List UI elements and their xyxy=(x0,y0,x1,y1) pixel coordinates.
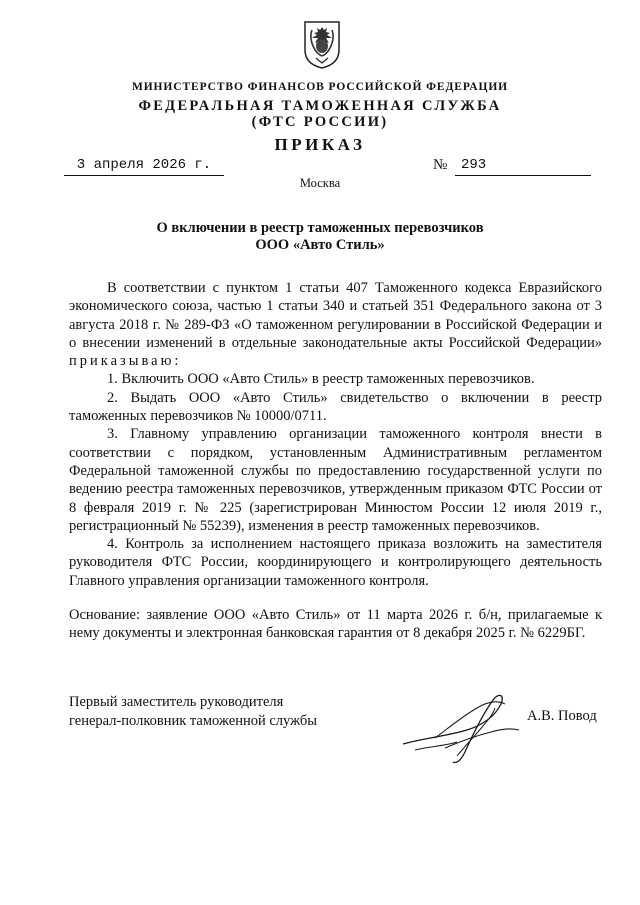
document-title-line-1: О включении в реестр таможенных перевозчиков xyxy=(156,220,484,236)
document-title-line-2: ООО «Авто Стиль» xyxy=(255,237,385,253)
handwritten-signature xyxy=(395,686,530,768)
ministry-name: МИНИСТЕРСТВО ФИНАНСОВ РОССИЙСКОЙ ФЕДЕРАЦИИ xyxy=(131,81,509,93)
list-item: 2. Выдать ООО «Авто Стиль» свидетельство о включении в реестр таможенных перевозчиков № 10000/0711. xyxy=(69,389,602,425)
basis-paragraph: Основание: заявление ООО «Авто Стиль» от 11 марта 2026 г. б/н, прилагаемые к нему документы и электронная банковская гарантия от 8 декабря 2025 г. № 6229БГ. xyxy=(69,607,602,642)
order-number: 293 xyxy=(455,156,591,176)
list-item: 1. Включить ООО «Авто Стиль» в реестр таможенных перевозчиков. xyxy=(107,371,535,388)
list-item: 4. Контроль за исполнением настоящего приказа возложить на заместителя руководителя ФТС России, координирующего и контролирующего деятельность Главного управления организации таможенного контроля. xyxy=(69,536,602,589)
document-type: ПРИКАЗ xyxy=(274,135,366,154)
city: Москва xyxy=(299,176,341,190)
position-line-2: генерал-полковник таможенной службы xyxy=(69,712,318,729)
preamble xyxy=(69,279,602,370)
signatory-name: А.В. Повод xyxy=(527,708,597,724)
order-date: 3 апреля 2026 г. xyxy=(64,156,224,176)
service-abbreviation: (ФТС РОССИИ) xyxy=(251,114,389,130)
signatory-position xyxy=(69,693,317,730)
state-emblem-icon xyxy=(302,18,342,70)
document-body xyxy=(69,279,602,590)
order-number-label: № xyxy=(433,157,448,173)
position-line-1: Первый заместитель руководителя xyxy=(69,694,284,710)
preamble-text: В соответствии с пунктом 1 статьи 407 Таможенного кодекса Евразийского экономического союза, частью 1 статьи 340 и статьей 351 Федерального закона от 3 августа 2018 г. № 289-ФЗ «О таможенном регулировании в Российской Федерации и о внесении изменений в отдельные законодательные акты Российской Федерации» xyxy=(69,280,602,351)
service-name: ФЕДЕРАЛЬНАЯ ТАМОЖЕННАЯ СЛУЖБА xyxy=(138,98,502,114)
order-word: приказываю: xyxy=(69,353,182,370)
list-item: 3. Главному управлению организации таможенного контроля внести в соответствии с порядком, установленным Административным регламентом Федеральной таможенной службы по предоставлению государственной услуги по ведению реестра таможенных перевозчиков, утвержденным приказом ФТС России от 8 февраля 2019 г. № 225 (зарегистрирован Минюстом России 12 июля 2019 г., регистрационный № 55239), изменения в реестр таможенных перевозчиков. xyxy=(69,426,602,534)
